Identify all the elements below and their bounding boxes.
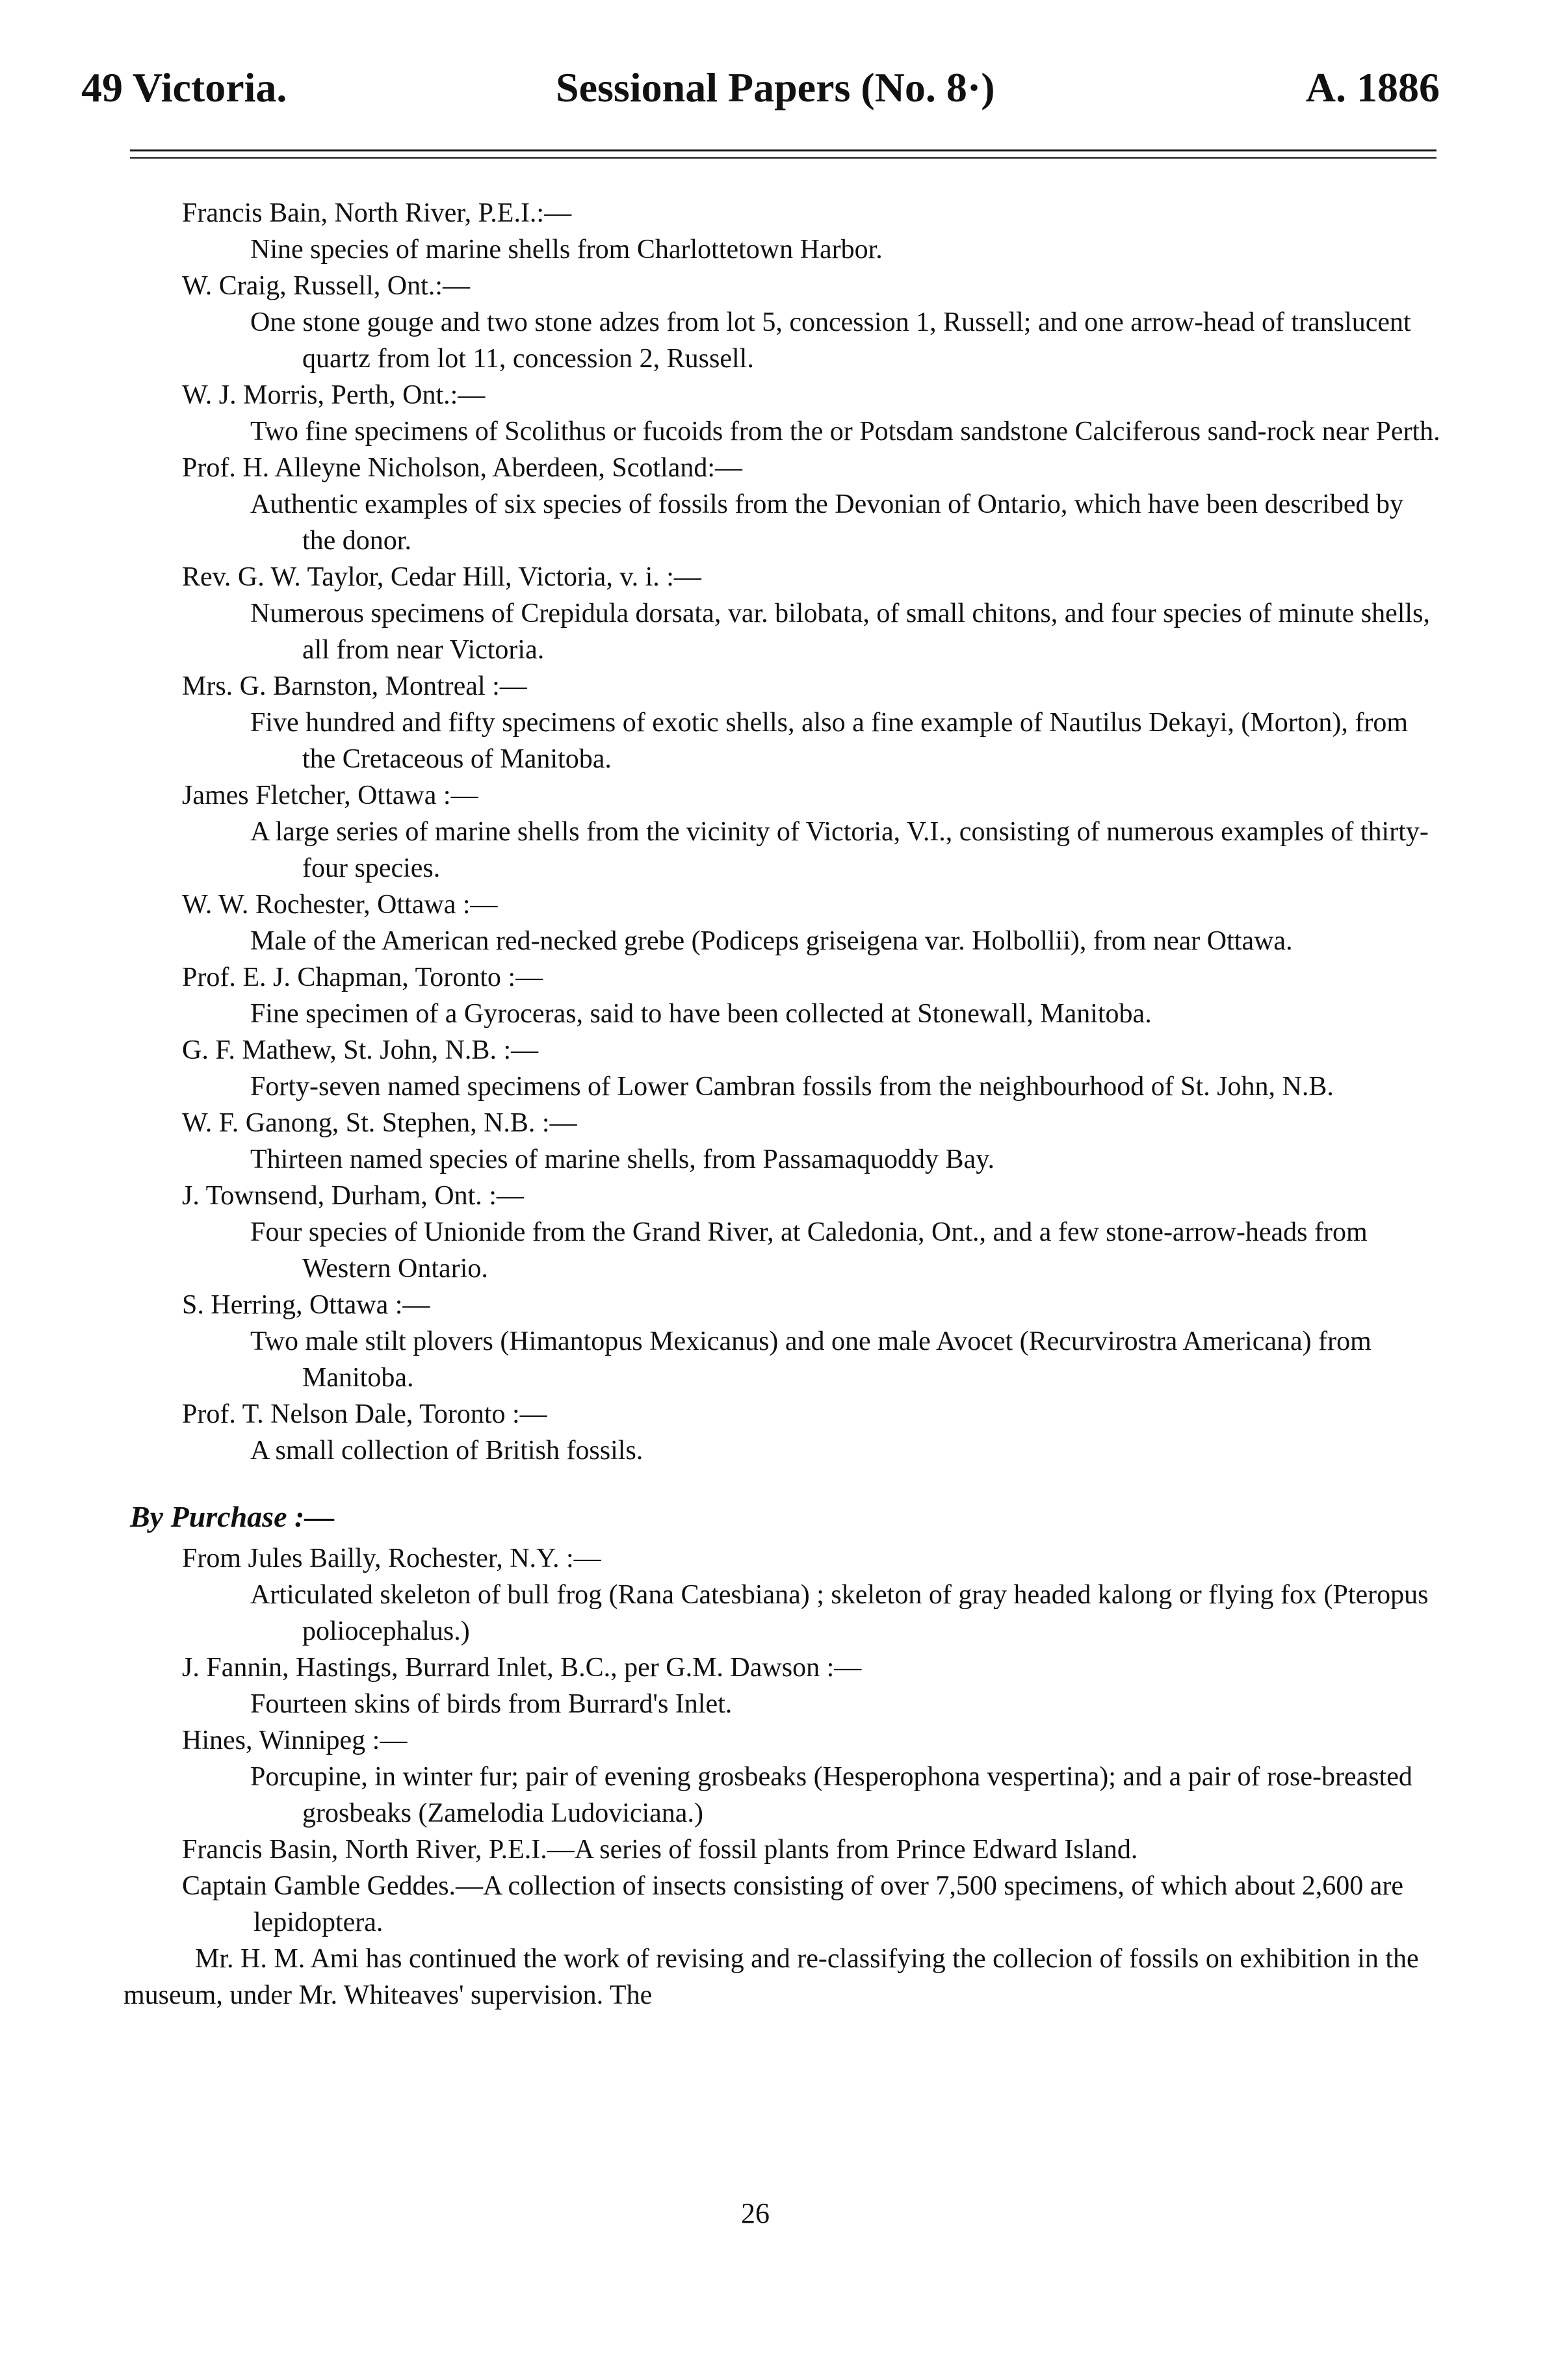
donor-name: Prof. E. J. Chapman, Toronto :— (182, 963, 543, 992)
donor-name: W. W. Rochester, Ottawa :— (182, 890, 498, 920)
donation-description: Male of the American red-necked grebe (Podiceps griseigena var. Holbollii), from near Ottawa. (250, 926, 1293, 956)
purchase-paragraph: Francis Basin, North River, P.E.I.—A series of fossil plants from Prince Edward Island. (182, 1835, 1138, 1865)
donation-description: A small collection of British fossils. (250, 1436, 644, 1466)
purchase-paragraph: Captain Gamble Geddes.—A collection of insects consisting of over 7,500 specimens, of which about 2,600 are lepidoptera. (182, 1871, 1404, 1937)
donation-description: Two male stilt plovers (Himantopus Mexicanus) and one male Avocet (Recurvirostra Americana) from Manitoba. (250, 1326, 1372, 1393)
donor-name: Mrs. G. Barnston, Montreal :— (182, 671, 527, 701)
donation-description: Four species of Unionide from the Grand River, at Caledonia, Ont., and a few stone-arrow-heads from Western Ontario. (250, 1217, 1368, 1284)
header-title: Sessional Papers (No. 8·) (556, 64, 995, 110)
donation-description: Thirteen named species of marine shells, from Passamaquoddy Bay. (250, 1145, 994, 1174)
page-number: 26 (741, 2197, 770, 2229)
donor-name: S. Herring, Ottawa :— (182, 1290, 430, 1320)
donation-description: One stone gouge and two stone adzes from lot 5, concession 1, Russell; and one arrow-head of translucent quartz from lot 11, concession 2, Russell. (250, 307, 1411, 374)
header-rule (130, 149, 1436, 159)
purchase-description: Fourteen skins of birds from Burrard's Inlet. (250, 1689, 733, 1719)
donation-description: Five hundred and fifty specimens of exotic shells, also a fine example of Nautilus Dekayi, (Morton), from the Cretaceous of Manitoba. (250, 708, 1409, 774)
vendor-name: Hines, Winnipeg :— (182, 1726, 408, 1755)
donation-description: A large series of marine shells from the vicinity of Victoria, V.I., consisting of numerous examples of thirty-four species. (250, 817, 1429, 883)
donation-description: Authentic examples of six species of fossils from the Devonian of Ontario, which have been described by the donor. (250, 489, 1404, 556)
donor-name: W. J. Morris, Perth, Ont.:— (182, 380, 486, 410)
vendor-name: From Jules Bailly, Rochester, N.Y. :— (182, 1544, 601, 1573)
donor-name: W. F. Ganong, St. Stephen, N.B. :— (182, 1108, 577, 1138)
closing-paragraph: Mr. H. M. Ami has continued the work of revising and re-classifying the collecion of fossils on exhibition in the museum, under Mr. Whiteaves' supervision. The (124, 1944, 1419, 2010)
purchase-description: Porcupine, in winter fur; pair of evening grosbeaks (Hesperophona vespertina); and a pair of rose-breasted grosbeaks (Zamelodia Ludoviciana.) (250, 1762, 1412, 1828)
donation-description: Nine species of marine shells from Charlottetown Harbor. (250, 235, 883, 265)
header-year: A. 1886 (1305, 64, 1440, 110)
donor-name: James Fletcher, Ottawa :— (182, 781, 478, 810)
donor-name: Francis Bain, North River, P.E.I.:— (182, 198, 572, 228)
purchase-description: Articulated skeleton of bull frog (Rana Catesbiana) ; skeleton of gray headed kalong or flying fox (Pteropus poliocephalus.) (250, 1580, 1429, 1646)
donor-name: J. Townsend, Durham, Ont. :— (182, 1181, 524, 1211)
donor-name: Prof. T. Nelson Dale, Toronto :— (182, 1399, 547, 1429)
donation-list (182, 195, 1443, 1469)
page-body (124, 195, 1443, 2013)
section-heading-purchase: By Purchase :— (130, 1500, 335, 1533)
purchase-list (182, 1540, 1443, 1941)
donation-description: Forty-seven named specimens of Lower Cambran fossils from the neighbourhood of St. John, N.B. (250, 1072, 1334, 1102)
donation-description: Two fine specimens of Scolithus or fucoids from the or Potsdam sandstone Calciferous sand-rock near Perth. (250, 417, 1440, 446)
header-volume: 49 Victoria. (81, 64, 287, 110)
donation-description: Fine specimen of a Gyroceras, said to have been collected at Stonewall, Manitoba. (250, 999, 1152, 1029)
donation-description: Numerous specimens of Crepidula dorsata, var. bilobata, of small chitons, and four species of minute shells, all from near Victoria. (250, 599, 1430, 665)
donor-name: W. Craig, Russell, Ont.:— (182, 271, 470, 301)
page-header (81, 51, 1440, 109)
vendor-name: J. Fannin, Hastings, Burrard Inlet, B.C., per G.M. Dawson :— (182, 1653, 862, 1683)
donor-name: Rev. G. W. Taylor, Cedar Hill, Victoria, v. i. :— (182, 562, 701, 592)
donor-name: Prof. H. Alleyne Nicholson, Aberdeen, Scotland:— (182, 453, 743, 483)
donor-name: G. F. Mathew, St. John, N.B. :— (182, 1035, 539, 1065)
